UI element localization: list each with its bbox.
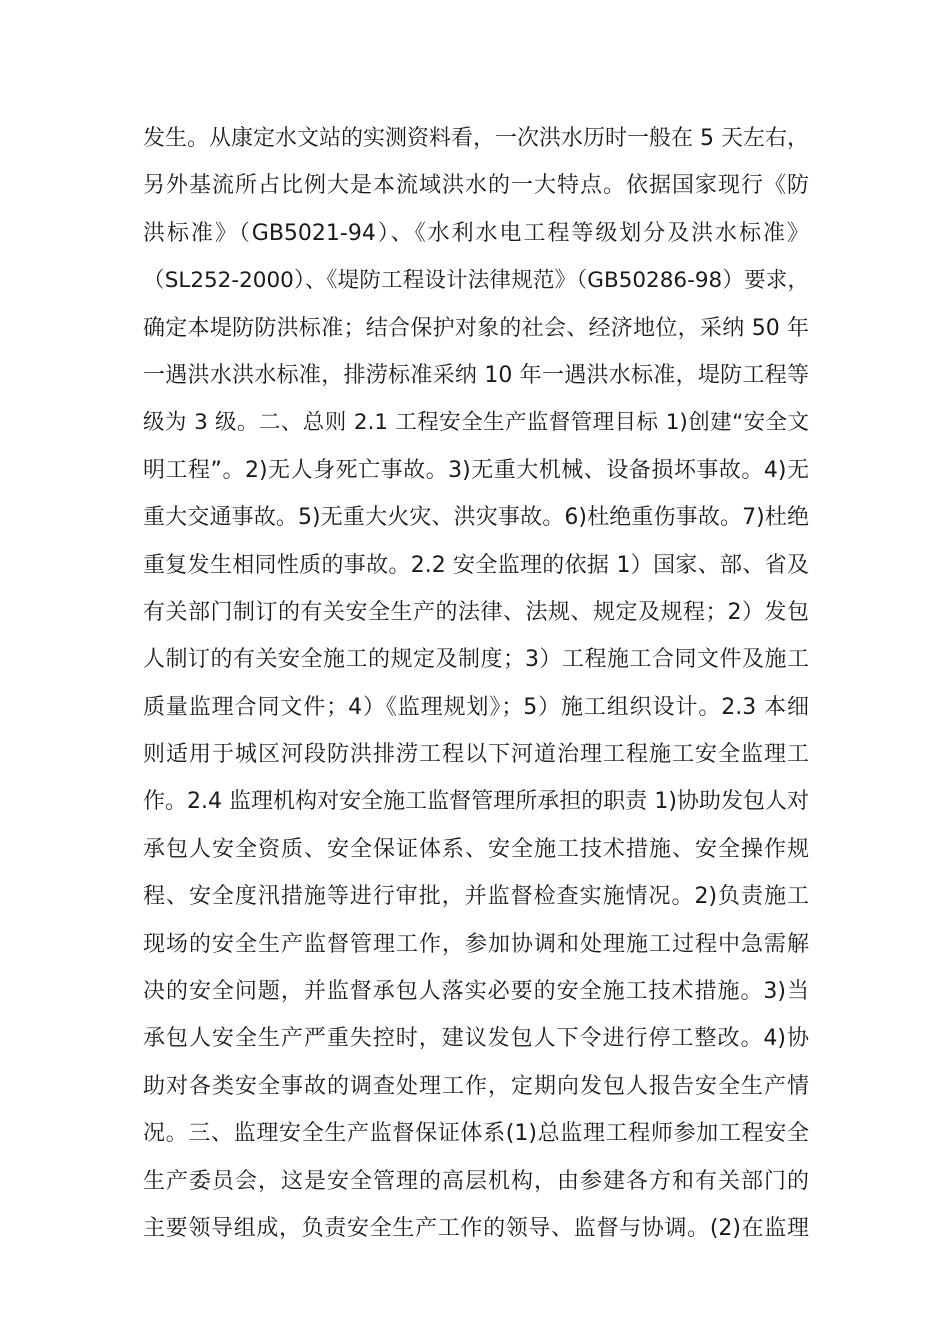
text-line: 助对各类安全事故的调查处理工作，定期向发包人报告安全生产情 [143,1073,809,1099]
text-line: 现场的安全生产监督管理工作，参加协调和处理施工过程中急需解 [143,931,809,957]
text-line: 重复发生相同性质的事故。2.2 安全监理的依据 1）国家、部、省及 [143,552,809,578]
text-line: 承包人安全资质、安全保证体系、安全施工技术措施、安全操作规 [143,836,809,862]
text-line: 则适用于城区河段防洪排涝工程以下河道治理工程施工安全监理工 [143,742,809,768]
text-line: 承包人安全生产严重失控时，建议发包人下令进行停工整改。4)协 [143,1026,809,1052]
body-text [143,115,809,1252]
text-line: 主要领导组成，负责安全生产工作的领导、监督与协调。(2)在监理 [143,1215,809,1241]
text-line: 决的安全问题，并监督承包人落实必要的安全施工技术措施。3)当 [143,979,809,1005]
text-line: 质量监理合同文件；4）《监理规划》；5）施工组织设计。2.3 本细 [143,694,809,720]
text-line: 明工程”。2)无人身死亡事故。3)无重大机械、设备损坏事故。4)无 [143,457,809,483]
text-line: 生产委员会，这是安全管理的高层机构，由参建各方和有关部门的 [143,1168,809,1194]
text-line: 一遇洪水洪水标准，排涝标准采纳 10 年一遇洪水标准，堤防工程等 [143,362,809,388]
text-line: 级为 3 级。二、总则 2.1 工程安全生产监督管理目标 1)创建“安全文 [143,410,809,436]
text-line: 重大交通事故。5)无重大火灾、洪灾事故。6)杜绝重伤事故。7)杜绝 [143,505,809,531]
text-line: 有关部门制订的有关安全生产的法律、法规、规定及规程；2）发包 [143,599,809,625]
text-line: 人制订的有关安全施工的规定及制度；3）工程施工合同文件及施工 [143,647,809,673]
text-line: 况。三、监理安全生产监督保证体系(1)总监理工程师参加工程安全 [143,1121,809,1147]
text-line: 发生。从康定水文站的实测资料看，一次洪水历时一般在 5 天左右， [143,126,809,151]
text-line: 确定本堤防防洪标准；结合保护对象的社会、经济地位，采纳 50 年 [143,315,809,341]
text-line: 程、安全度汛措施等进行审批，并监督检查实施情况。2)负责施工 [143,884,809,910]
text-line: 另外基流所占比例大是本流域洪水的一大特点。依据国家现行《防 [143,173,809,199]
text-line: 洪标准》（GB5021-94）、《水利水电工程等级划分及洪水标准》 [143,220,809,246]
text-line: （SL252-2000）、《堤防工程设计法律规范》（GB50286-98）要求， [143,268,809,294]
text-line: 作。2.4 监理机构对安全施工监督管理所承担的职责 1)协助发包人对 [143,789,809,815]
